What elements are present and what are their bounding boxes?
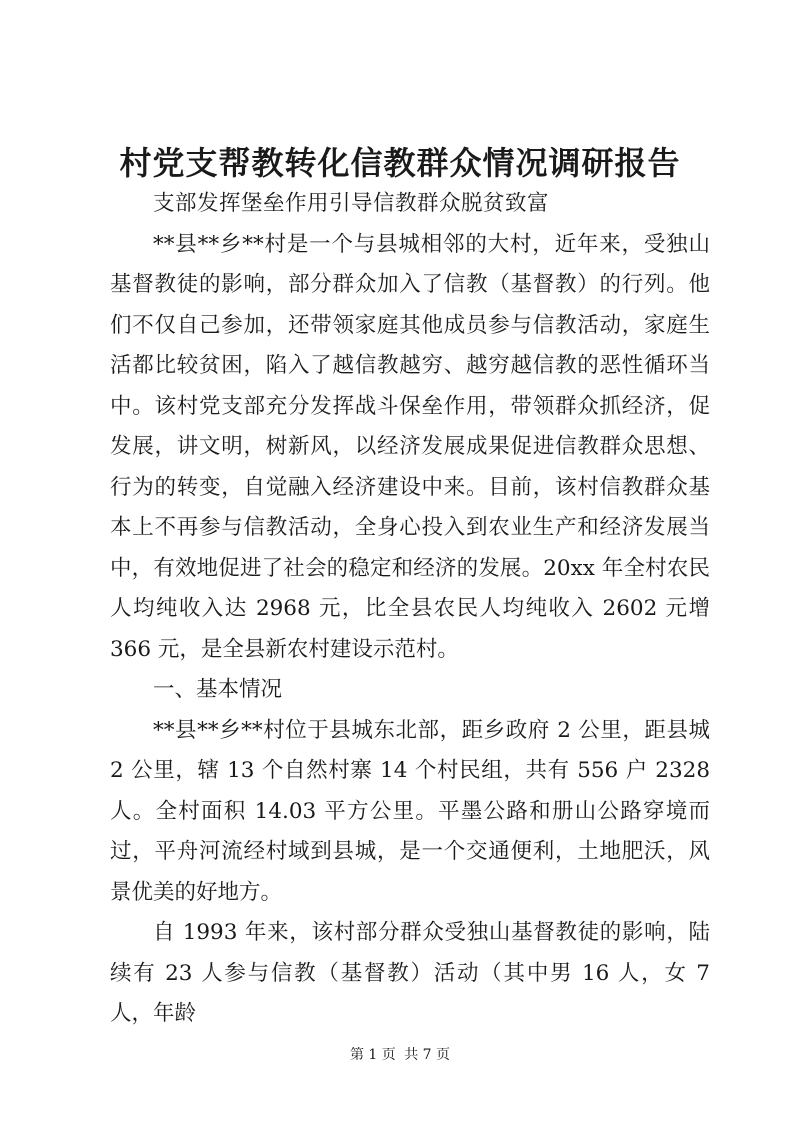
page-footer [0,1045,800,1065]
page-number: 第 1 页 [349,1047,396,1063]
document-title: 村党支帮教转化信教群众情况调研报告 [119,144,681,182]
document-body [110,184,710,1035]
paragraph-history: 自 1993 年来，该村部分群众受独山基督教徒的影响，陆续有 23 人参与信教（基督教）活动（其中男 16 人，女 7 人，年龄 [110,920,710,1026]
total-pages: 共 7 页 [404,1047,451,1063]
document-subtitle: 支部发挥堡垒作用引导信教群众脱贫致富 [153,191,550,216]
paragraph-intro: **县**乡**村是一个与县城相邻的大村，近年来，受独山基督教徒的影响，部分群众加入了信教（基督教）的行列。他们不仅自己参加，还带领家庭其他成员参与信教活动，家庭生活都比较贫困，陷入了越信教越穷、越穷越信教的恶性循环当中。该村党支部充分发挥战斗保垒作用，带领群众抓经济，促发展，讲文明，树新风，以经济发展成果促进信教群众思想、行为的转变，自觉融入经济建设中来。目前，该村信教群众基本上不再参与信教活动，全身心投入到农业生产和经济发展当中，有效地促进了社会的稳定和经济的发展。20xx 年全村农民人均纯收入达 2968 元，比全县农民人均纯收入 2602 元增 366 元，是全县新农村建设示范村。 [110,231,710,662]
paragraph-basic-info: **县**乡**村位于县城东北部，距乡政府 2 公里，距县城 2 公里，辖 13 个自然村寨 14 个村民组，共有 556 户 2328 人。全村面积 14.03 平方公里。平墨公路和册山公路穿境而过，平舟河流经村域到县城，是一个交通便利，土地肥沃，风景优美的好地方。 [110,717,710,905]
section-heading-basic-info: 一、基本情况 [153,677,283,702]
